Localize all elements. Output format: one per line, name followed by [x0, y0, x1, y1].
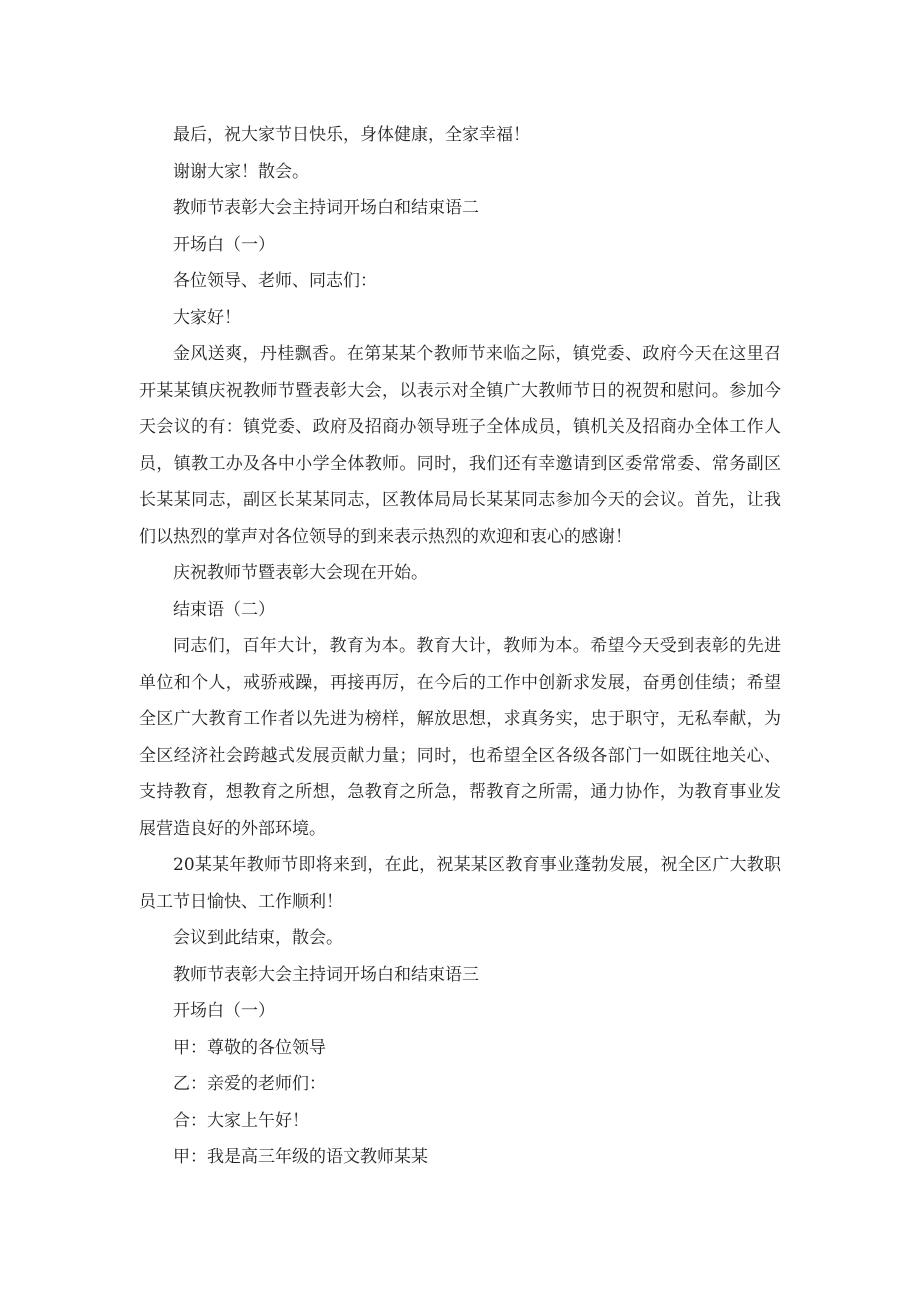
closing-speech-paragraph: 同志们，百年大计，教育为本。教育大计，教师为本。希望今天受到表彰的先进单位和个人，戒骄戒躁，再接再厉，在今后的工作中创新求发展，奋勇创佳绩；希望全区广大教育工作者以先进为榜样，解放思想，求真务实，忠于职守，无私奉献，为全区经济社会跨越式发展贡献力量；同时，也希望全区各级各部门一如既往地关心、支持教育，想教育之所想，急教育之所急，帮教育之所需，通力协作，为教育事业发展营造良好的外部环境。 — [139, 636, 781, 839]
opening-speech-paragraph: 金风送爽，丹桂飘香。在第某某个教师节来临之际，镇党委、政府今天在这里召开某某镇庆祝教师节暨表彰大会，以表示对全镇广大教师节日的祝贺和慰问。参加今天会议的有：镇党委、政府及招商办领导班子全体成员，镇机关及招商办全体工作人员，镇教工办及各中小学全体教师。同时，我们还有幸邀请到区委常常委、常务副区长某某同志，副区长某某同志，区教体局局长某某同志参加今天的会议。首先，让我们以热烈的掌声对各位领导的到来表示热烈的欢迎和衷心的感谢！ — [139, 344, 781, 547]
closing-wish-paragraph: 最后，祝大家节日快乐，身体健康，全家幸福！ — [173, 125, 530, 145]
dialogue-line: 乙：亲爱的老师们： — [173, 1074, 326, 1094]
opening-heading-3: 开场白（一） — [173, 1001, 275, 1021]
teachers-day-wish-paragraph: 20某某年教师节即将来到，在此，祝某某区教育事业蓬勃发展，祝全区广大教职员工节日愉快、工作顺利！ — [139, 855, 781, 912]
meeting-end-paragraph: 会议到此结束，散会。 — [173, 928, 343, 948]
dialogue-line: 甲：尊敬的各位领导 — [173, 1037, 326, 1058]
opening-heading: 开场白（一） — [173, 234, 275, 255]
dialogue-line: 甲：我是高三年级的语文教师某某 — [173, 1147, 428, 1167]
section-heading-3: 教师节表彰大会主持词开场白和结束语三 — [173, 964, 479, 985]
document-body — [139, 117, 781, 1176]
dialogue-line: 合：大家上午好！ — [173, 1110, 309, 1131]
greeting-paragraph: 大家好！ — [173, 307, 241, 328]
meeting-start-paragraph: 庆祝教师节暨表彰大会现在开始。 — [173, 563, 428, 583]
closing-heading: 结束语（二） — [173, 599, 275, 620]
section-heading-2: 教师节表彰大会主持词开场白和结束语二 — [173, 198, 479, 218]
salutation-paragraph: 各位领导、老师、同志们： — [173, 271, 377, 291]
thanks-paragraph: 谢谢大家！散会。 — [173, 161, 309, 182]
